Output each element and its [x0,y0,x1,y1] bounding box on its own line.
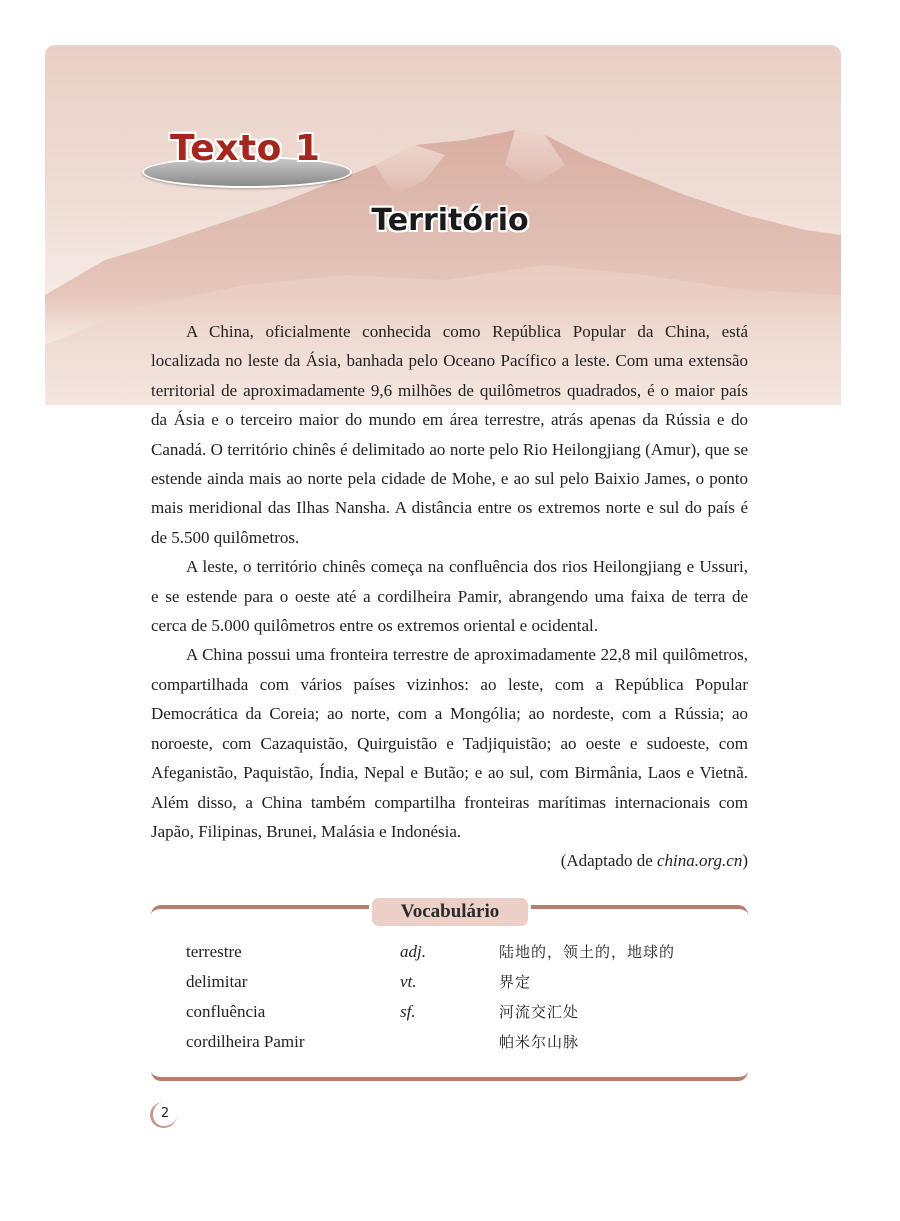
vocabulary-pos: vt. [400,972,417,991]
paragraph: A China, oficialmente conhecida como República Popular da China, está localizada no leste da Ásia, banhada pelo Oceano Pacífico a leste. Com uma extensão territorial de aproximadamente 9,6 milhões de quilômetros quadrados, é o maior país da Ásia e o terceiro maior do mundo em área terrestre, atrás apenas da Rússia e do Canadá. O território chinês é delimitado ao norte pelo Rio Heilongjiang (Amur), que se estende ainda mais ao norte pela cidade de Mohe, e ao sul pelo Baixio James, o ponto mais meridional das Ilhas Nansha. A distância entre os extremos norte e sul do país é de 5.500 quilômetros. [151,322,748,547]
source-suffix: ) [742,851,748,871]
vocabulary-translation: 帕米尔山脉 [499,1033,580,1051]
paragraph: A China possui uma fronteira terrestre de aproximadamente 22,8 mil quilômetros, compartilhada com vários países vizinhos: ao leste, com a República Popular Democrática da Coreia; ao norte, com a Mongólia; ao nordeste, com a Rússia; ao noroeste, com Cazaquistão, Quirguistão e Tadjiquistão; ao oeste e sudoeste, com Afeganistão, Paquistão, Índia, Nepal e Butão; e ao sul, com Birmânia, Laos e Vietnã. Além disso, a China também compartilha fronteiras marítimas internacionais com Japão, Filipinas, Brunei, Malásia e Indonésia. [151,645,748,841]
source-citation [151,846,748,875]
vocabulary-translation: 陆地的，领土的，地球的 [499,943,676,961]
source-site: china.org.cn [657,851,743,871]
vocabulary-translation: 界定 [499,973,532,991]
page-number: 2 [150,1102,177,1128]
section-label: Texto 1 [170,128,321,169]
vocabulary-word: confluência [186,1002,266,1021]
vocabulary-bottom-border [151,1063,748,1081]
vocabulary-word: delimitar [186,972,248,991]
source-prefix: (Adaptado de [560,851,658,871]
vocabulary-word: cordilheira Pamir [186,1032,305,1051]
page-title: Território [371,203,529,238]
main-text [151,317,748,876]
vocabulary-box [151,895,748,1080]
vocabulary-pos: sf. [400,1002,416,1021]
paragraph: A leste, o território chinês começa na confluência dos rios Heilongjiang e Ussuri, e se estende para o oeste até a cordilheira Pamir, abrangendo uma faixa de terra de cerca de 5.000 quilômetros entre os extremos oriental e ocidental. [151,557,748,636]
vocabulary-word: terrestre [186,942,242,961]
section-label-badge [142,120,352,186]
vocabulary-translation: 河流交汇处 [499,1003,580,1021]
vocabulary-heading: Vocabulário [369,895,531,929]
vocabulary-pos: adj. [400,942,426,961]
